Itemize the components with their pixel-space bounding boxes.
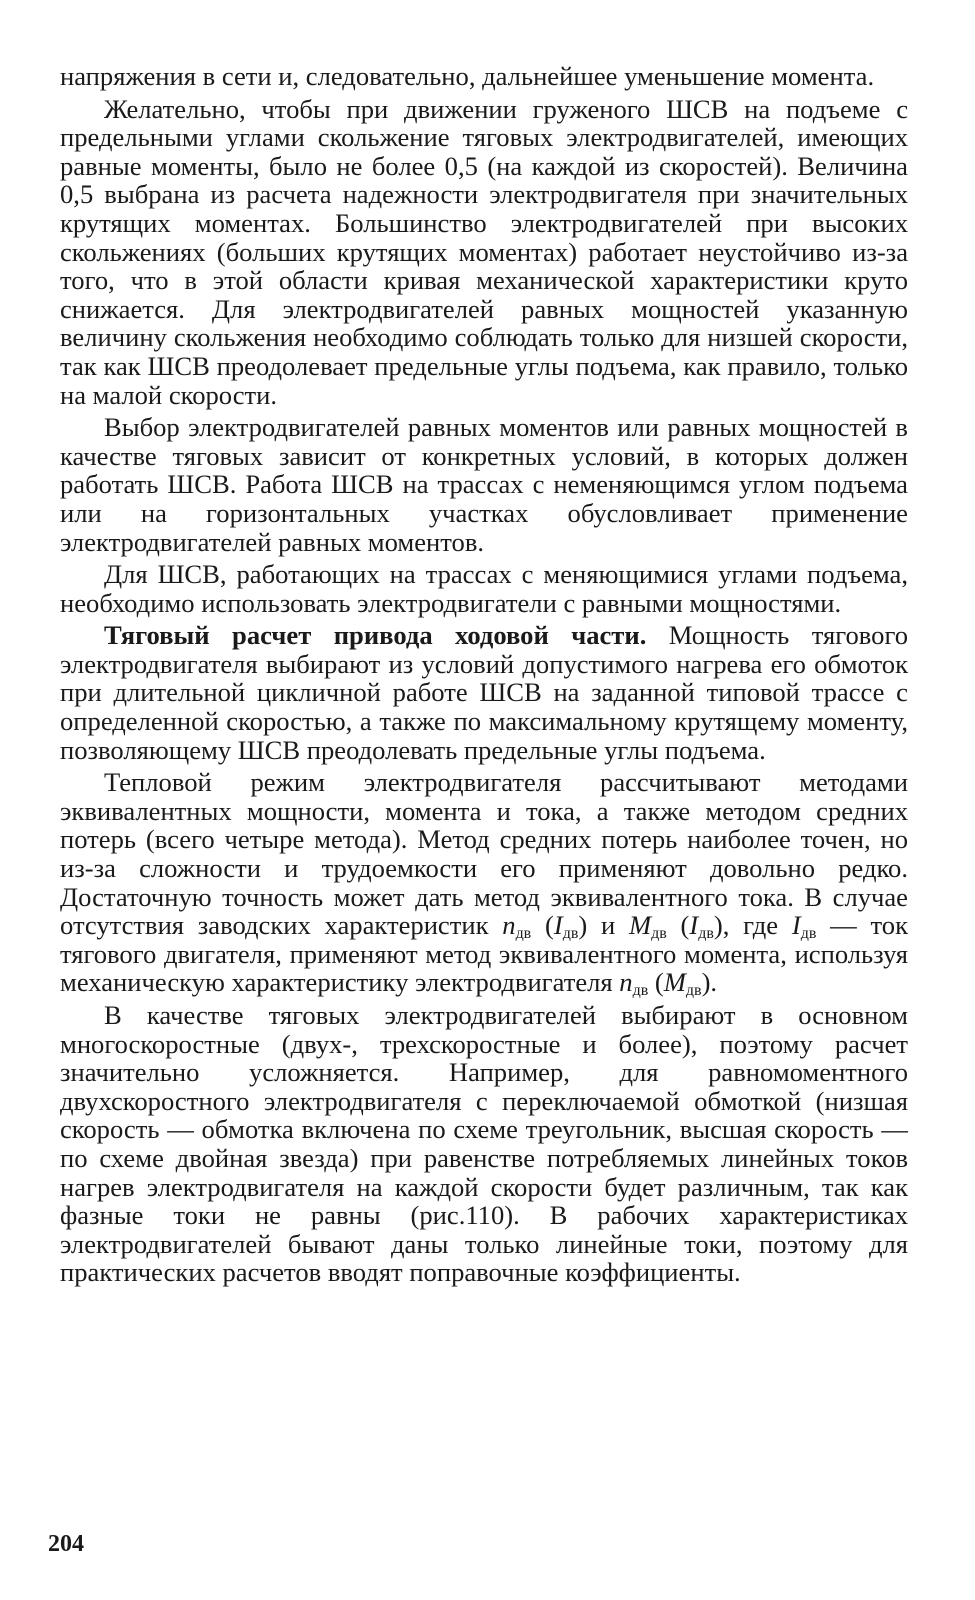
- subscript-dv: дв: [515, 925, 532, 943]
- subscript-dv: дв: [698, 925, 714, 943]
- subscript-dv: дв: [562, 925, 579, 943]
- paragraph-variable-angle: Для ШСВ, работающих на трассах с меняющимися углами подъема, необходимо использовать электродвигатели с равными мощностями.: [60, 559, 908, 618]
- text-run: (: [531, 910, 554, 941]
- symbol-m: M: [663, 967, 686, 998]
- text-run: — ток тягового двигателя, применяют метод эквивалентного момента, используя механическую характеристику электродвигателя: [60, 910, 908, 998]
- subscript-dv: дв: [800, 925, 817, 943]
- paragraph-continuation: напряжения в сети и, следовательно, дальнейшее уменьшение момента.: [60, 61, 875, 91]
- page-body: [60, 62, 908, 1287]
- text-run: ) и: [578, 910, 629, 941]
- symbol-i: I: [553, 910, 563, 941]
- page-number: 204: [48, 1531, 84, 1557]
- paragraph-multispeed-motors: В качестве тяговых электродвигателей выбирают в основном многоскоростные (двух-, трехскоростные и более), поэтому расчет значительно усложняется. Например, для равномоментного двухскоростного электродвигателя с переключаемой обмоткой (низшая скорость — обмотка включена по схеме треугольник, высшая скорость — по схеме двойная звезда) при равенстве потребляемых линейных токов нагрев электродвигателя на каждой скорости будет различным, так как фазные токи не равны (рис.110). В рабочих характеристиках электродвигателей бывают даны только линейные токи, поэтому для практических расчетов вводят поправочные коэффициенты.: [60, 1000, 908, 1288]
- symbol-m: M: [628, 910, 652, 941]
- symbol-i: I: [689, 910, 699, 941]
- symbol-i: I: [791, 910, 801, 941]
- subscript-dv: дв: [651, 925, 667, 943]
- text-run: (: [666, 910, 690, 941]
- paragraph-traction-calculation: [60, 621, 908, 764]
- paragraph-thermal-mode: [60, 767, 908, 1000]
- paragraph-slip-requirements: Желательно, чтобы при движении груженого ШСВ на подъеме с предельными углами скольжение тяговых электродвигателей, имеющих равные моменты, было не более 0,5 (на каждой из скоростей). Величина 0,5 выбрана из расчета надежности электродвигателя при значительных крутящих моментах. Большинство электродвигателей при высоких скольжениях (больших крутящих моментах) работает неустойчиво из-за того, что в этой области кривая механической характеристики круто снижается. Для электродвигателей равных мощностей указанную величину скольжения необходимо соблюдать только для низшей скорости, так как ШСВ преодолевает предельные углы подъема, как правило, только на малой скорости.: [60, 93, 908, 410]
- subscript-dv: дв: [685, 982, 702, 1000]
- text-run: Тепловой режим электродвигателя рассчитывают методами эквивалентных мощности, момента и тока, а также методом средних потерь (всего четыре метода). Метод средних потерь наиболее точен, но из-за сложности и трудоемкости его применяют довольно редко. Достаточную точность может дать метод эквивалентного тока. В случае отсутствия заводских характеристик: [60, 767, 908, 941]
- paragraph-motor-choice: Выбор электродвигателей равных моментов или равных мощностей в качестве тяговых зависит от конкретных условий, в которых должен работать ШСВ. Работа ШСВ на трассах с неменяющимся углом подъема или на горизонтальных участках обусловливает применение электродвигателей равных моментов.: [60, 412, 908, 557]
- symbol-n: n: [502, 910, 516, 941]
- text-run: ), где: [713, 910, 792, 941]
- section-heading: Тяговый расчет привода ходовой части.: [104, 620, 647, 651]
- symbol-n: n: [619, 967, 633, 998]
- section-heading-body: Мощность тягового электродвигателя выбирают из условий допустимого нагрева его обмоток при длительной цикличной работе ШСВ на заданной типовой трассе с определенной скоростью, а также по максимальному крутящему моменту, позволяющему ШСВ преодолевать предельные углы подъема.: [60, 620, 908, 765]
- text-run: ).: [701, 967, 718, 998]
- subscript-dv: дв: [632, 982, 649, 1000]
- text-run: (: [648, 967, 664, 998]
